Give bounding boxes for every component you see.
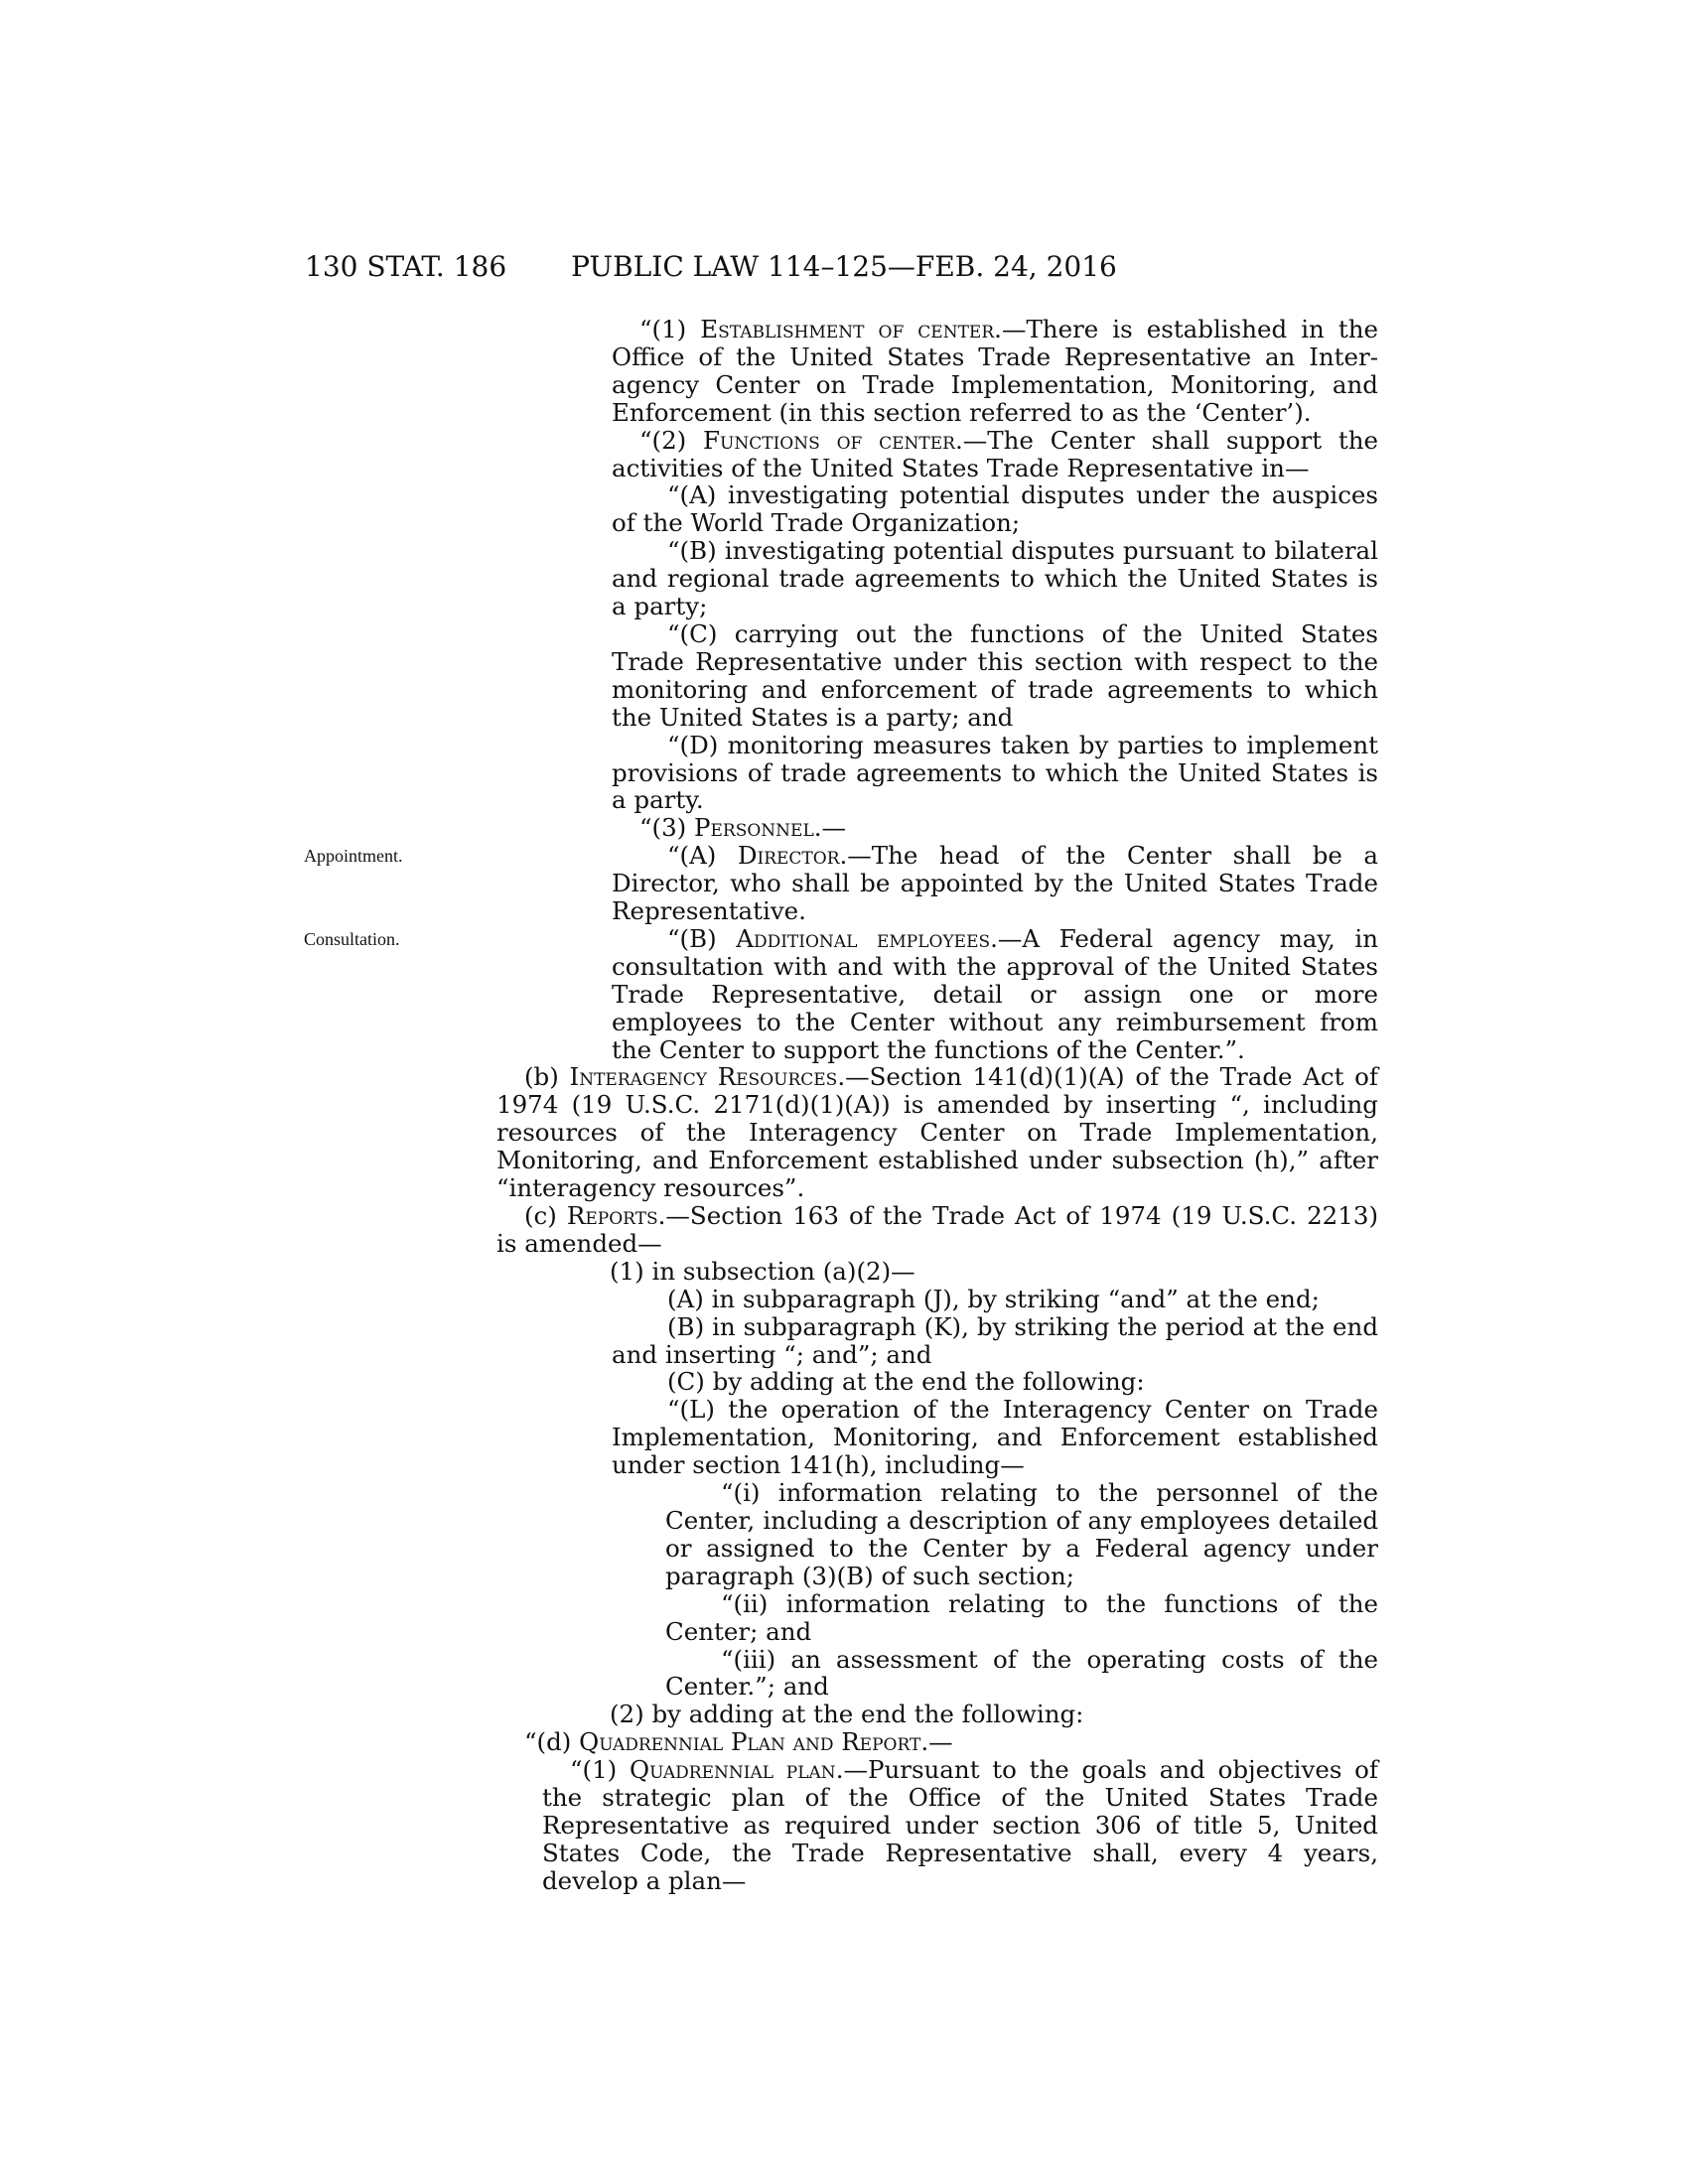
stat-page-number: 130 STAT. 186	[305, 250, 507, 283]
heading-quadrennial-plan-and-report: Quadrennial Plan and Report	[579, 1727, 921, 1757]
clause-c1a: (A) in subparagraph (J), by striking “and” at the end;	[667, 1284, 1320, 1313]
paragraph-d1-quadrennial-plan: “(1) Quadrennial plan.—Pursuant to the goals and objectives of the strategic plan of the Office of the United States Trade Representative as required under section 306 of title 5, United States Code, the Trade Representative shall, every 4 years, develop a plan—	[542, 1755, 1378, 1895]
paragraph-3-personnel: “(3) Personnel.—	[639, 813, 847, 843]
running-header-title: PUBLIC LAW 114–125—FEB. 24, 2016	[571, 250, 1117, 283]
margin-note-appointment: Appointment.	[304, 846, 403, 866]
heading-director: Director	[737, 841, 840, 871]
clause-c1b: (B) in subparagraph (K), by striking the period at the end and inserting “; and”; and	[612, 1311, 1378, 1369]
heading-personnel: Personnel	[694, 813, 814, 843]
heading-functions-of-center: Functions of center	[703, 425, 955, 455]
clause-c1-L-iii: “(iii) an assessment of the operating costs of the Center.”; and	[665, 1644, 1378, 1702]
subsection-d-quadrennial-plan-and-report: “(d) Quadrennial Plan and Report.—	[524, 1727, 953, 1757]
clause-c1-L: “(L) the operation of the Interagency Center on Trade Implementation, Monitoring, and Enforcement established under section 141(h), including—	[612, 1395, 1378, 1480]
subparagraph-2b: “(B) investigating potential disputes pursuant to bilateral and regional trade agreements to which the United States is a party;	[612, 536, 1378, 621]
subsection-c-reports: (c) Reports.—Section 163 of the Trade Act of 1974 (19 U.S.C. 2213) is amended—	[496, 1201, 1378, 1258]
heading-reports: Reports	[566, 1201, 658, 1230]
clause-c1-L-i: “(i) information relating to the personnel of the Center, including a description of any employees detailed or assigned to the Center by a Federal agency under paragraph (3)(B) of such section;	[665, 1478, 1378, 1590]
heading-establishment-of-center: Establishment of center	[700, 315, 995, 343]
statute-body	[496, 316, 1378, 1895]
paragraph-1-establishment: “(1) Establishment of center.—There is established in the Office of the United States Trade Representative an Interagency Center on Trade Implementation, Monitoring, and Enforcement (in this section referred to as the ‘Center’).	[612, 315, 1378, 427]
margin-note-consultation: Consultation.	[304, 929, 400, 949]
clause-c1: (1) in subsection (a)(2)—	[610, 1256, 915, 1286]
heading-interagency-resources: Interagency Resources	[569, 1062, 838, 1092]
subparagraph-3b-additional-employees: “(B) Additional employees.—A Federal agency may, in consultation with and with the approval of the United States Trade Representative, detail or assign one or more employees to the Center without any reimbursement from the Center to support the functions of the Center.”.	[612, 923, 1378, 1064]
subparagraph-2a: “(A) investigating potential disputes under the auspices of the World Trade Organization;	[612, 480, 1378, 538]
heading-quadrennial-plan: Quadrennial plan	[630, 1755, 836, 1785]
clause-c1c: (C) by adding at the end the following:	[667, 1367, 1145, 1397]
subsection-b-interagency-resources: (b) Interagency Resources.—Section 141(d)(1)(A) of the Trade Act of 1974 (19 U.S.C. 2171(d)(1)(A)) is amended by inserting “, including resources of the Interagency Center on Trade Implementation, Monitoring, and Enforcement established under subsection (h),” after “interagency resources”.	[496, 1062, 1379, 1203]
heading-additional-employees: Additional employees	[736, 923, 991, 953]
paragraph-2-functions: “(2) Functions of center.—The Center shall support the activities of the United States Trade Representative in—	[612, 425, 1378, 482]
subparagraph-2c: “(C) carrying out the functions of the United States Trade Representative under this section with respect to the monitoring and enforcement of trade agreements to which the United States is a party; and	[612, 618, 1378, 732]
subparagraph-3a-director: “(A) Director.—The head of the Center shall be a Director, who shall be appointed by the United States Trade Representative.	[612, 841, 1379, 926]
clause-c2: (2) by adding at the end the following:	[610, 1700, 1084, 1729]
clause-c1-L-ii: “(ii) information relating to the functions of the Center; and	[665, 1588, 1378, 1646]
subparagraph-2d: “(D) monitoring measures taken by parties to implement provisions of trade agreements to which the United States is a party.	[612, 730, 1378, 815]
